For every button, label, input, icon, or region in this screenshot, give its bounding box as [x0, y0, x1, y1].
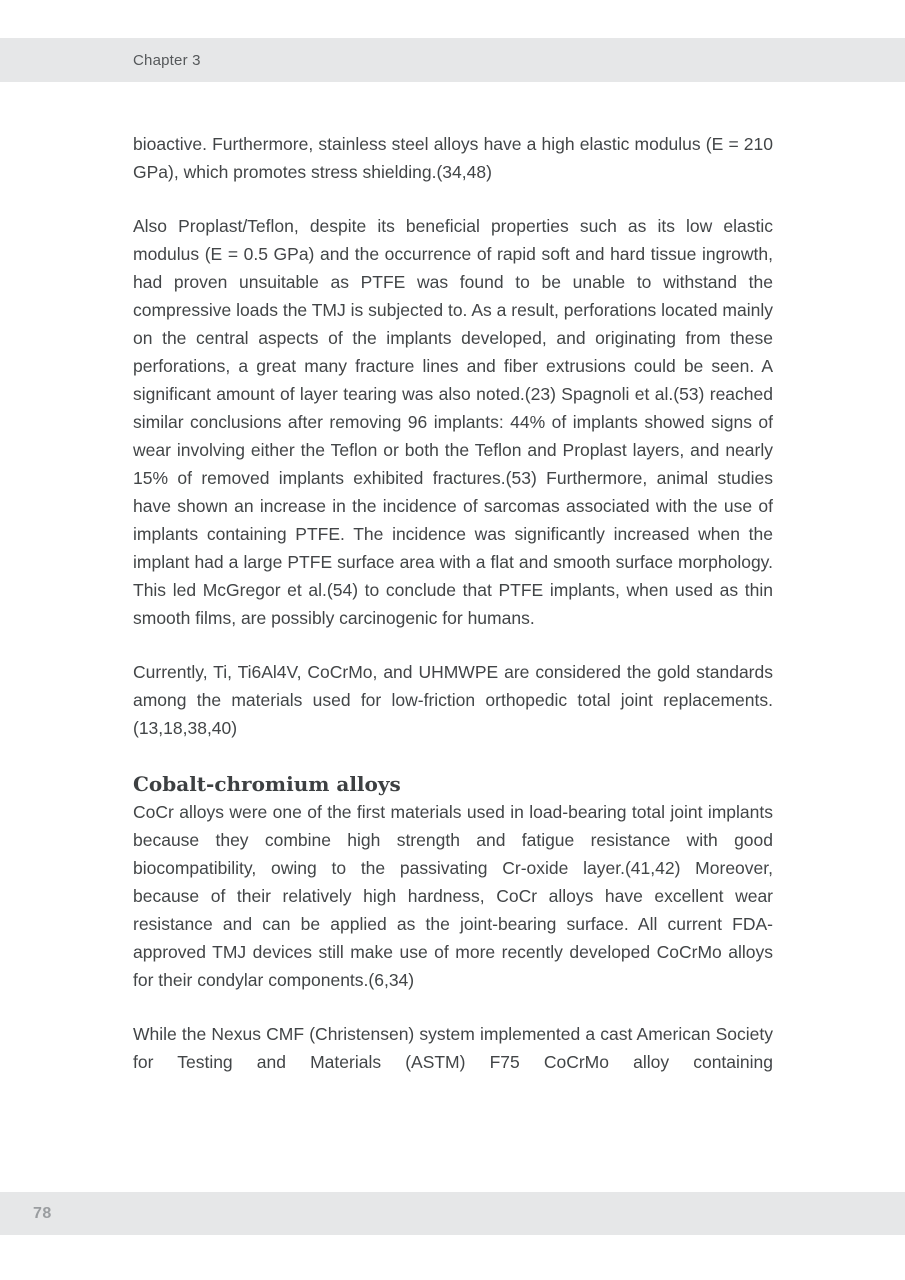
page-body-text — [133, 130, 773, 1102]
page-number: 78 — [33, 1204, 52, 1222]
chapter-header-label: Chapter 3 — [133, 51, 201, 69]
chapter-header-bar — [0, 38, 905, 82]
page-footer-bar — [0, 1192, 905, 1235]
body-paragraph-2: Also Proplast/Teflon, despite its beneficial properties such as its low elastic modulus (E = 0.5 GPa) and the occurrence of rapid soft and hard tissue ingrowth, had proven unsuitable as PTFE was found to be unable to withstand the compressive loads the TMJ is subjected to. As a result, perforations located mainly on the central aspects of the implants developed, and originating from these perforations, a great many fracture lines and fiber extrusions could be seen. A significant amount of layer tearing was also noted.(23) Spagnoli et al.(53) reached similar conclusions after removing 96 implants: 44% of implants showed signs of wear involving either the Teflon or both the Teflon and Proplast layers, and nearly 15% of removed implants exhibited fractures.(53) Furthermore, animal studies have shown an increase in the incidence of sarcomas associated with the use of implants containing PTFE. The incidence was significantly increased when the implant had a large PTFE surface area with a flat and smooth surface morphology. This led McGregor et al.(54) to conclude that PTFE implants, when used as thin smooth films, are possibly carcinogenic for humans. — [133, 216, 773, 628]
body-paragraph-5: While the Nexus CMF (Christensen) system implemented a cast American Society for Testing and Materials (ASTM) F75 CoCrMo alloy containing — [133, 1024, 773, 1072]
body-paragraph-3: Currently, Ti, Ti6Al4V, CoCrMo, and UHMWPE are considered the gold standards among the materials used for low-friction orthopedic total joint replacements.(13,18,38,40) — [133, 662, 773, 738]
body-paragraph-4: CoCr alloys were one of the first materials used in load-bearing total joint implants because they combine high strength and fatigue resistance with good biocompatibility, owing to the passivating Cr-oxide layer.(41,42) Moreover, because of their relatively high hardness, CoCr alloys have excellent wear resistance and can be applied as the joint-bearing surface. All current FDA-approved TMJ devices still make use of more recently developed CoCrMo alloys for their condylar components.(6,34) — [133, 802, 773, 990]
body-paragraph-1: bioactive. Furthermore, stainless steel alloys have a high elastic modulus (E = 210 GPa), which promotes stress shielding.(34,48) — [133, 134, 773, 182]
section-heading-cobalt-chromium-alloys: Cobalt-chromium alloys — [133, 772, 401, 796]
